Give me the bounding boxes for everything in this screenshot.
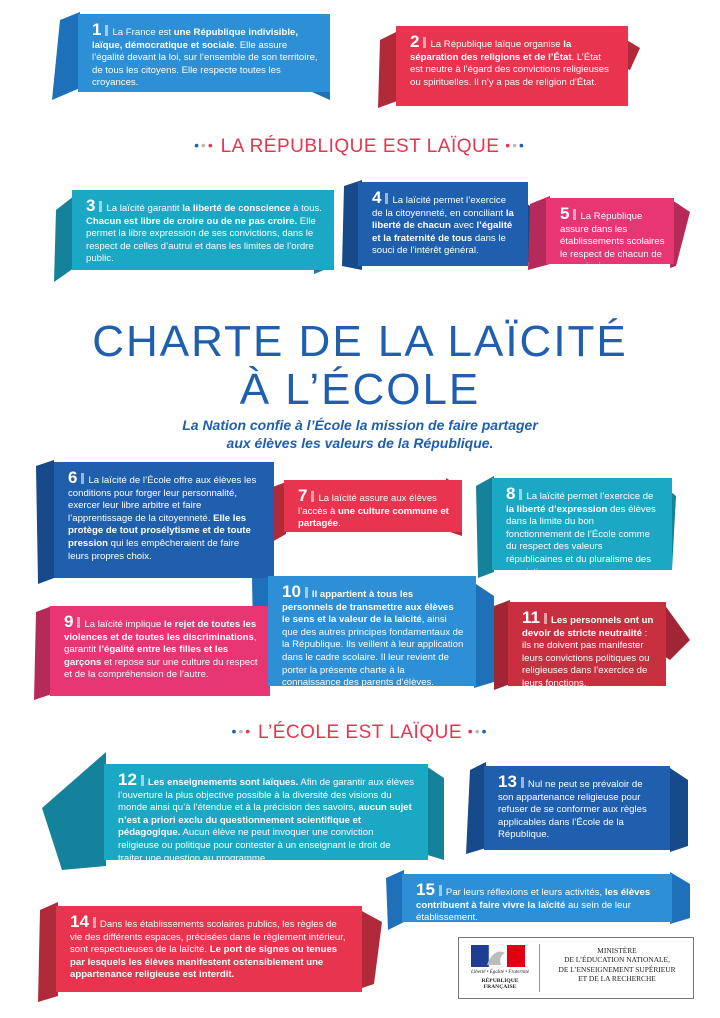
flag-icon <box>465 943 531 973</box>
ministry-logo <box>458 937 694 999</box>
subtitle-line1: La Nation confie à l’École la mission de faire partager <box>182 417 538 433</box>
article-14 <box>56 906 362 992</box>
article-number: 15 <box>416 880 435 899</box>
number-separator <box>305 587 308 598</box>
article-number: 8 <box>506 484 516 503</box>
article-number: 14 <box>70 912 89 931</box>
article-text-bold: la liberté d’expression <box>506 503 608 515</box>
article-text: des élèves dans la limite du bon fonctionnement de l’École comme du respect des valeurs républicaines et du pluralisme des convictions. <box>506 503 656 578</box>
article-4 <box>358 182 528 266</box>
number-separator <box>99 201 102 212</box>
article-number: 1 <box>92 20 102 39</box>
ministry-line-2: DE L’ÉDUCATION NATIONALE, <box>564 955 670 965</box>
article-7 <box>284 480 462 532</box>
dots-left: ••• <box>231 723 253 739</box>
article-text-bold: Chacun est libre de croire ou de ne pas croire. <box>86 215 298 227</box>
article-number: 13 <box>498 772 517 791</box>
article-text: Nul ne peut se prévaloir de son appartenance religieuse pour refuser de se conformer aux règles applicables dans l’École de la République. <box>498 779 647 841</box>
article-text: , ainsi que des autres principes fondamentaux de la République. Ils veillent à leur application dans le cadre scolaire. Il leur revient de porter la présente charte à la connaissance des parents d’élèves. <box>282 614 464 689</box>
ministry-line-3: DE L’ENSEIGNEMENT SUPÉRIEUR <box>558 964 676 974</box>
article-number: 5 <box>560 204 570 223</box>
article-text-bold: le rejet de toutes les violences et de toutes les discriminations <box>64 619 257 643</box>
article-text: Elle permet la libre expression de ses convictions, dans le respect de celles d’autrui et dans les limites de l’ordre public. <box>86 215 316 265</box>
article-text: La laïcité garantit <box>106 203 183 214</box>
number-separator <box>439 885 442 896</box>
article-text: avec <box>450 220 477 232</box>
number-separator <box>311 491 314 502</box>
article-10 <box>268 576 476 689</box>
article-13 <box>484 766 670 850</box>
article-text-bold: aucun sujet n’est a priori exclu du questionnement scientifique et pédagogique. <box>118 802 412 839</box>
article-text: à tous. <box>290 203 322 214</box>
marianne-logo <box>465 943 531 993</box>
article-9 <box>50 606 270 696</box>
article-number: 3 <box>86 196 96 215</box>
number-separator <box>423 37 426 48</box>
article-text-bold: Les personnels ont un devoir de stricte neutralité <box>522 615 654 639</box>
article-text: La République laïque organise <box>430 39 564 50</box>
article-text: Aucun élève ne peut invoquer une conviction religieuse ou politique pour contester à un enseignant le droit de traiter une question au programme. <box>118 827 391 864</box>
section-republique-title <box>0 136 720 158</box>
article-text: La laïcité de l’École offre aux élèves les conditions pour forger leur personnalité, exercer leur libre arbitre et faire l’apprentissage de la citoyenneté. <box>68 475 257 524</box>
number-separator <box>544 613 547 624</box>
number-separator <box>573 209 576 220</box>
number-separator <box>105 25 108 36</box>
article-12 <box>104 764 428 864</box>
dots-right: ••• <box>505 137 526 153</box>
article-text-bold: la liberté de chacun <box>372 207 514 232</box>
ministry-name <box>545 946 689 984</box>
article-text-bold: une culture commune et partagée <box>298 505 449 530</box>
article-1 <box>78 14 330 92</box>
logo-divider <box>539 944 540 992</box>
article-number: 11 <box>522 608 540 627</box>
logo-motto: Liberté • Égalité • Fraternité <box>471 970 529 975</box>
article-2 <box>396 26 628 106</box>
number-separator <box>385 193 388 204</box>
article-5 <box>546 198 674 273</box>
article-text-bold: Le port de signes ou tenues par lesquels les élèves manifestent ostensiblement une appartenance religieuse est interdit. <box>70 944 338 981</box>
article-text-bold: Il appartient à tous les personnels de transmettre aux élèves le sens et la valeur de la laïcité <box>282 589 454 626</box>
number-separator <box>521 777 524 788</box>
article-text: . Elle assure l’égalité devant la loi, sur l’ensemble de son territoire, de tous les citoyens. Elle respecte toutes les croyances. <box>92 39 318 89</box>
article-text: La laïcité implique <box>84 619 164 630</box>
article-text-bold: l’égalité entre les filles et les garçons <box>64 644 229 668</box>
article-number: 6 <box>68 468 78 487</box>
section-ecole-label: L’ÉCOLE EST LAÏQUE <box>257 722 462 743</box>
ministry-line-1: MINISTÈRE <box>597 946 637 955</box>
article-text-bold: les élèves contribuent à faire vivre la laïcité <box>416 887 651 911</box>
article-text: Afin de garantir aux élèves l’ouverture la plus objective possible à la diversité des visions du monde ainsi qu’à l’étendue et à la précision des savoirs, <box>118 777 415 814</box>
article-number: 7 <box>298 486 308 505</box>
article-text: La France est <box>112 27 174 38</box>
article-text: Par leurs réflexions et leurs activités, <box>445 887 605 898</box>
article-text: et repose sur une culture du respect et de la compréhension de l’autre. <box>64 656 258 681</box>
article-number: 12 <box>118 770 137 789</box>
article-text: Dans les établissements scolaires publics, les règles de vie des différents espaces, précisées dans le règlement intérieur, sont respectueuses de la laïcité. <box>70 919 346 956</box>
dots-right: ••• <box>467 723 489 739</box>
subtitle-line2: aux élèves les valeurs de la République. <box>226 435 494 451</box>
article-text: qui les empêcheraient de faire leurs propres choix. <box>68 537 240 562</box>
ministry-line-4: ET DE LA RECHERCHE <box>578 974 656 984</box>
article-text-bold: la liberté de conscience <box>182 203 291 214</box>
article-number: 10 <box>282 582 301 601</box>
number-separator <box>141 775 144 786</box>
article-text: La laïcité permet l’exercice de la citoyenneté, en conciliant <box>372 195 507 219</box>
article-text: . <box>338 518 341 530</box>
number-separator <box>81 473 84 484</box>
article-text: La République assure dans les établissements scolaires le respect de chacun de ces principes. <box>560 211 665 273</box>
article-text-bold: Elle les protège de tout prosélytisme et de toute pression <box>68 512 251 549</box>
article-number: 9 <box>64 612 74 631</box>
dots-left: ••• <box>194 137 215 153</box>
article-text-bold: l’égalité et la fraternité de tous <box>372 220 513 244</box>
page-title-line1: CHARTE DE LA LAÏCITÉ <box>92 317 628 366</box>
article-3 <box>72 190 334 270</box>
article-text: . L’État est neutre à l’égard des convictions religieuses ou spirituelles. Il n’y a pas de religion d’État. <box>410 51 609 88</box>
article-text: , garantit <box>64 631 257 656</box>
number-separator <box>93 917 96 928</box>
article-text-bold: la séparation des religions et de l’État <box>410 39 572 63</box>
article-text-bold: une République indivisible, laïque, démocratique et sociale <box>92 27 298 51</box>
article-8 <box>492 478 672 578</box>
number-separator <box>519 489 522 500</box>
page-subtitle <box>0 416 720 452</box>
article-text: au sein de leur établissement. <box>416 899 631 924</box>
logo-republic: RÉPUBLIQUE FRANÇAISE <box>481 978 519 990</box>
article-11 <box>508 602 666 689</box>
article-text: : ils ne doivent pas manifester leurs convictions politiques ou religieuses dans l’exercice de leurs fonctions. <box>522 627 650 689</box>
article-6 <box>54 462 274 578</box>
article-text: dans le souci de l’intérêt général. <box>372 232 506 257</box>
section-republique-label: LA RÉPUBLIQUE EST LAÏQUE <box>220 136 500 157</box>
article-text: La laïcité permet l’exercice de <box>526 491 654 502</box>
article-text: La laïcité assure aux élèves l’accès à <box>298 493 437 517</box>
number-separator <box>77 617 80 628</box>
article-number: 4 <box>372 188 382 207</box>
page-title-line2: À L’ÉCOLE <box>239 365 481 414</box>
page-title <box>0 318 720 414</box>
article-text-bold: Les enseignements sont laïques. <box>147 777 299 788</box>
article-number: 2 <box>410 32 420 51</box>
section-ecole-title <box>0 722 720 744</box>
article-15 <box>402 874 672 922</box>
